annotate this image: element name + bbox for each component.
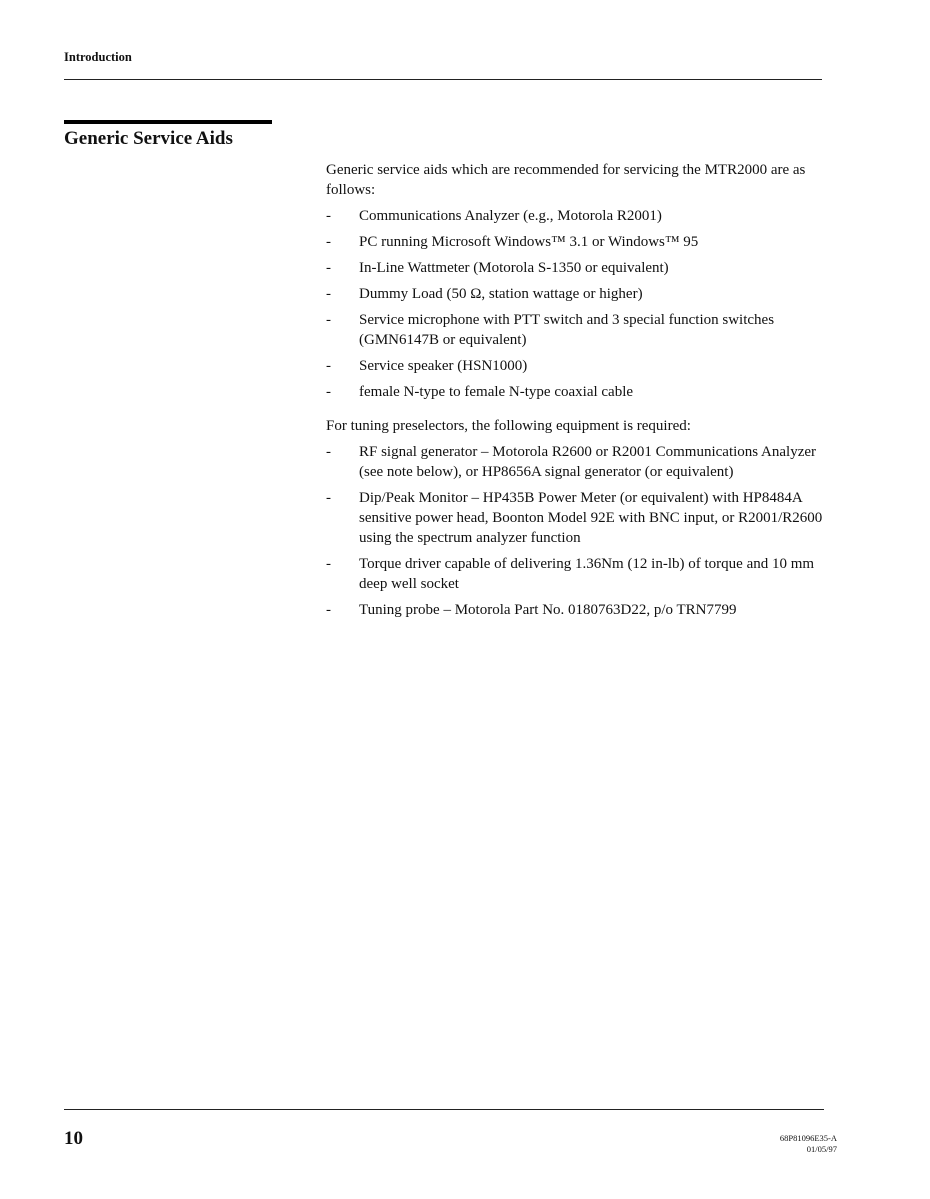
page-number: 10	[64, 1128, 83, 1149]
list-item	[326, 258, 826, 278]
doc-date: 01/05/97	[806, 1144, 837, 1154]
list-item-text: PC running Microsoft Windows™ 3.1 or Windows™ 95	[359, 234, 699, 250]
preselector-equipment-list	[326, 442, 826, 620]
running-header: Introduction	[64, 50, 132, 64]
list-item	[326, 232, 826, 252]
document-id	[780, 1133, 837, 1155]
bullet-dash: -	[326, 556, 331, 572]
service-aids-list	[326, 206, 826, 402]
preselector-paragraph: For tuning preselectors, the following equipment is required:	[326, 418, 691, 434]
bullet-dash: -	[326, 260, 331, 276]
header-rule	[64, 79, 822, 80]
list-item-text: RF signal generator – Motorola R2600 or R2001 Communications Analyzer (see note below), or HP8656A signal generator (or equivalent)	[359, 444, 817, 480]
list-item	[326, 310, 826, 350]
bullet-dash: -	[326, 312, 331, 328]
list-item	[326, 284, 826, 304]
bullet-dash: -	[326, 208, 331, 224]
bullet-dash: -	[326, 602, 331, 618]
bullet-dash: -	[326, 286, 331, 302]
list-item	[326, 206, 826, 226]
section-bar	[64, 120, 272, 124]
list-item	[326, 554, 826, 594]
bullet-dash: -	[326, 234, 331, 250]
list-item-text: Communications Analyzer (e.g., Motorola R2001)	[359, 208, 662, 224]
list-item-text: In-Line Wattmeter (Motorola S-1350 or equivalent)	[359, 260, 669, 276]
list-item	[326, 488, 826, 548]
list-item-text: Tuning probe – Motorola Part No. 0180763D22, p/o TRN7799	[359, 602, 737, 618]
bullet-dash: -	[326, 358, 331, 374]
list-item-text: female N-type to female N-type coaxial cable	[359, 384, 634, 400]
section-title: Generic Service Aids	[64, 128, 233, 149]
list-item	[326, 382, 826, 402]
intro-paragraph: Generic service aids which are recommended for servicing the MTR2000 are as follows:	[326, 162, 806, 198]
bullet-dash: -	[326, 444, 331, 460]
list-item	[326, 600, 826, 620]
list-item	[326, 442, 826, 482]
list-item-text: Service microphone with PTT switch and 3 special function switches (GMN6147B or equivalent)	[359, 312, 775, 348]
list-item-text: Dip/Peak Monitor – HP435B Power Meter (or equivalent) with HP8484A sensitive power head, Boonton Model 92E with BNC input, or R2001/R2600 using the spectrum analyzer function	[359, 490, 823, 546]
body-content	[326, 160, 826, 626]
list-item-text: Service speaker (HSN1000)	[359, 358, 528, 374]
bullet-dash: -	[326, 384, 331, 400]
doc-number: 68P81096E35-A	[779, 1133, 837, 1143]
bullet-dash: -	[326, 490, 331, 506]
footer-rule	[64, 1109, 824, 1110]
list-item-text: Dummy Load (50 Ω, station wattage or higher)	[359, 286, 643, 302]
list-item	[326, 356, 826, 376]
list-item-text: Torque driver capable of delivering 1.36Nm (12 in-lb) of torque and 10 mm deep well socket	[359, 556, 815, 592]
